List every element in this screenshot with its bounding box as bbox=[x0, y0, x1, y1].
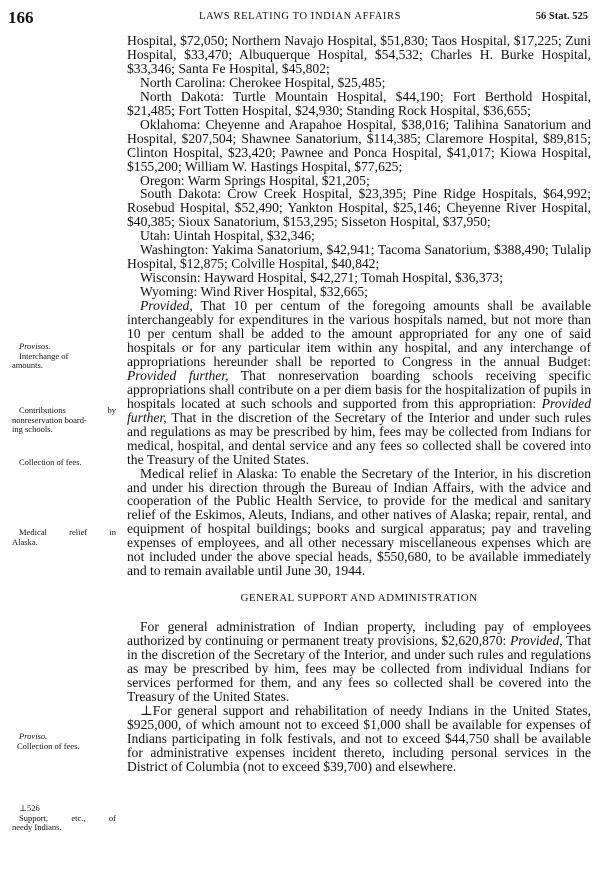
margin-note-line: ing schools. bbox=[12, 424, 53, 434]
proviso-further-label: Provided further, bbox=[127, 395, 591, 425]
margin-note-collection-fees bbox=[12, 458, 116, 468]
margin-note-line: Contributions by bbox=[19, 405, 116, 415]
paragraph-medical-relief-alaska: Medical relief in Alaska: To enable the Secretary of the Interior, in his discretion and under his direction through the Bureau of Indian Affairs, with the advice and cooperation of the Public Health Service, to provide for the medical and sanitary relief of the Eskimos, Aleuts, Indians, and other natives of Alaska; repair, rental, and equipment of hospital buildings; books and surgical apparatus; pay and traveling expenses of employees, and all other necessary miscellaneous expenses which are not included under the above special heads, $550,680, to be available immediately and to remain available until June 30, 1944. bbox=[127, 465, 591, 579]
margin-note-line: Medical relief in bbox=[19, 527, 116, 537]
margin-note-line: amounts. bbox=[12, 360, 43, 370]
proviso-text: That nonreservation boarding schools receiving specific appropriations shall contribute on a per diem basis for the hospitalization of pupils in hospitals located at such schools and supported from this appropriation: bbox=[127, 367, 592, 411]
proviso-text: That in the discretion of the Secretary of the Interior and under such rules and regulations as may be prescribed by him, fees may be collected from Indians for medical, hospital, and dental service and any fees so collected shall be covered into the Treasury of the United States. bbox=[127, 409, 591, 467]
margin-note-support-needy bbox=[12, 804, 116, 833]
paragraph-utah: Utah: Uintah Hospital, $32,346; bbox=[140, 228, 315, 244]
running-title: LAWS RELATING TO INDIAN AFFAIRS bbox=[198, 11, 402, 22]
paragraph-washington: Washington: Yakima Sanatorium, $42,941; Tacoma Sanatorium, $388,490; Tulalip Hospital, $12,875; Colville Hospital, $40,842; bbox=[127, 242, 591, 272]
margin-note-line: nonreservation board- bbox=[12, 414, 87, 425]
statute-reference: 56 Stat. 525 bbox=[535, 11, 588, 22]
page-header bbox=[8, 8, 592, 28]
paragraph-north-dakota: North Dakota: Turtle Mountain Hospital, $44,190; Fort Berthold Hospital, $21,485; Fort Totten Hospital, $24,930; Standing Rock Hospital, $36,655; bbox=[127, 88, 591, 118]
margin-note-line: ⊥526 bbox=[19, 803, 40, 813]
paragraph-north-carolina: North Carolina: Cherokee Hospital, $25,485; bbox=[140, 74, 386, 90]
margin-note-line: Support, etc., of bbox=[19, 812, 116, 823]
margin-note-line: Interchange of bbox=[19, 350, 69, 361]
paragraph-oklahoma: Oklahoma: Cheyenne and Arapahoe Hospital, $38,016; Talihina Sanatorium and Hospital, $207,504; Shawnee Sanatorium, $114,385; Claremore Hospital, $89,815; Clinton Hospital, $23,420; Pawnee and Ponca Hospital, $41,017; Kiowa Hospital, $155,200; William W. Hastings Hospital, $77,625; bbox=[127, 116, 591, 174]
statute-body bbox=[127, 34, 591, 774]
paragraph-south-dakota: South Dakota: Crow Creek Hospital, $23,395; Pine Ridge Hospitals, $64,992; Rosebud Hospital, $52,490; Yankton Hospital, $25,146; Cheyenne River Hospital, $40,385; Sioux Sanatorium, $153,295; Sisseton Hospital, $37,950; bbox=[127, 186, 591, 230]
margin-note-line: Collection of fees. bbox=[19, 457, 82, 467]
margin-note-line: Proviso. bbox=[19, 731, 48, 741]
paragraph-needy-indians: ⊥For general support and rehabilitation of needy Indians in the United States, $925,000, of which amount not to exceed $1,000 shall be available for expenses of Indians participating in folk festivals, and not to exceed $44,750 shall be available for administrative expenses incident thereto, including personal services in the District of Columbia (not to exceed $39,700) and elsewhere. bbox=[127, 702, 591, 774]
paragraph-wisconsin: Wisconsin: Hayward Hospital, $42,271; Tomah Hospital, $36,373; bbox=[140, 270, 503, 286]
paragraph-provisos bbox=[127, 299, 591, 466]
margin-note-provisos-interchange bbox=[12, 342, 116, 371]
margin-note-medical-relief bbox=[12, 528, 116, 547]
page-number: 166 bbox=[8, 8, 34, 27]
margin-note-line: Alaska. bbox=[12, 536, 38, 547]
proviso-label: Provided, bbox=[140, 298, 193, 314]
margin-note-line: Provisos. bbox=[19, 341, 51, 351]
spacer bbox=[127, 578, 591, 592]
margin-note-proviso-collection bbox=[12, 732, 116, 751]
proviso-further-label: Provided further, bbox=[127, 367, 229, 383]
paragraph-oregon: Oregon: Warm Springs Hospital, $21,205; bbox=[140, 172, 370, 188]
section-heading: GENERAL SUPPORT AND ADMINISTRATION bbox=[240, 592, 478, 605]
spacer bbox=[127, 606, 591, 620]
margin-note-line: Collection of fees. bbox=[17, 740, 80, 751]
paragraph-wyoming: Wyoming: Wind River Hospital, $32,665; bbox=[140, 284, 368, 300]
proviso-text: That 10 per centum of the foregoing amounts shall be available interchangeably for expenditures in the various hospitals named, but not more than 10 per centum shall be added to the amount appropriated for any one of said hospitals or for any particular item within any hospital, and any interchange of appropriations hereunder shall be reported to Congress in the annual Budget: bbox=[127, 298, 591, 369]
paragraph-text: For general administration of Indian property, including pay of employees authorized by continuing or permanent treaty provisions, $2,620,870: bbox=[127, 619, 591, 649]
margin-note-line: needy Indians. bbox=[12, 822, 62, 832]
paragraph-general-administration bbox=[127, 620, 591, 704]
proviso-label: Provided, bbox=[509, 633, 563, 649]
paragraph-text: That in the discretion of the Secretary of the Interior, and under such rules and regulations as may be prescribed by him, fees may be collected from individual Indians for services performed for them, and any fees so collected shall be covered into the Treasury of the United States. bbox=[127, 633, 591, 704]
margin-note-contributions bbox=[12, 406, 116, 435]
paragraph-new-mexico-hospitals: Hospital, $72,050; Northern Navajo Hospital, $51,830; Taos Hospital, $17,225; Zuni Hospital, $33,470; Albuquerque Hospital, $54,532; Charles H. Burke Hospital, $33,346; Santa Fe Hospital, $45,802; bbox=[127, 33, 591, 76]
